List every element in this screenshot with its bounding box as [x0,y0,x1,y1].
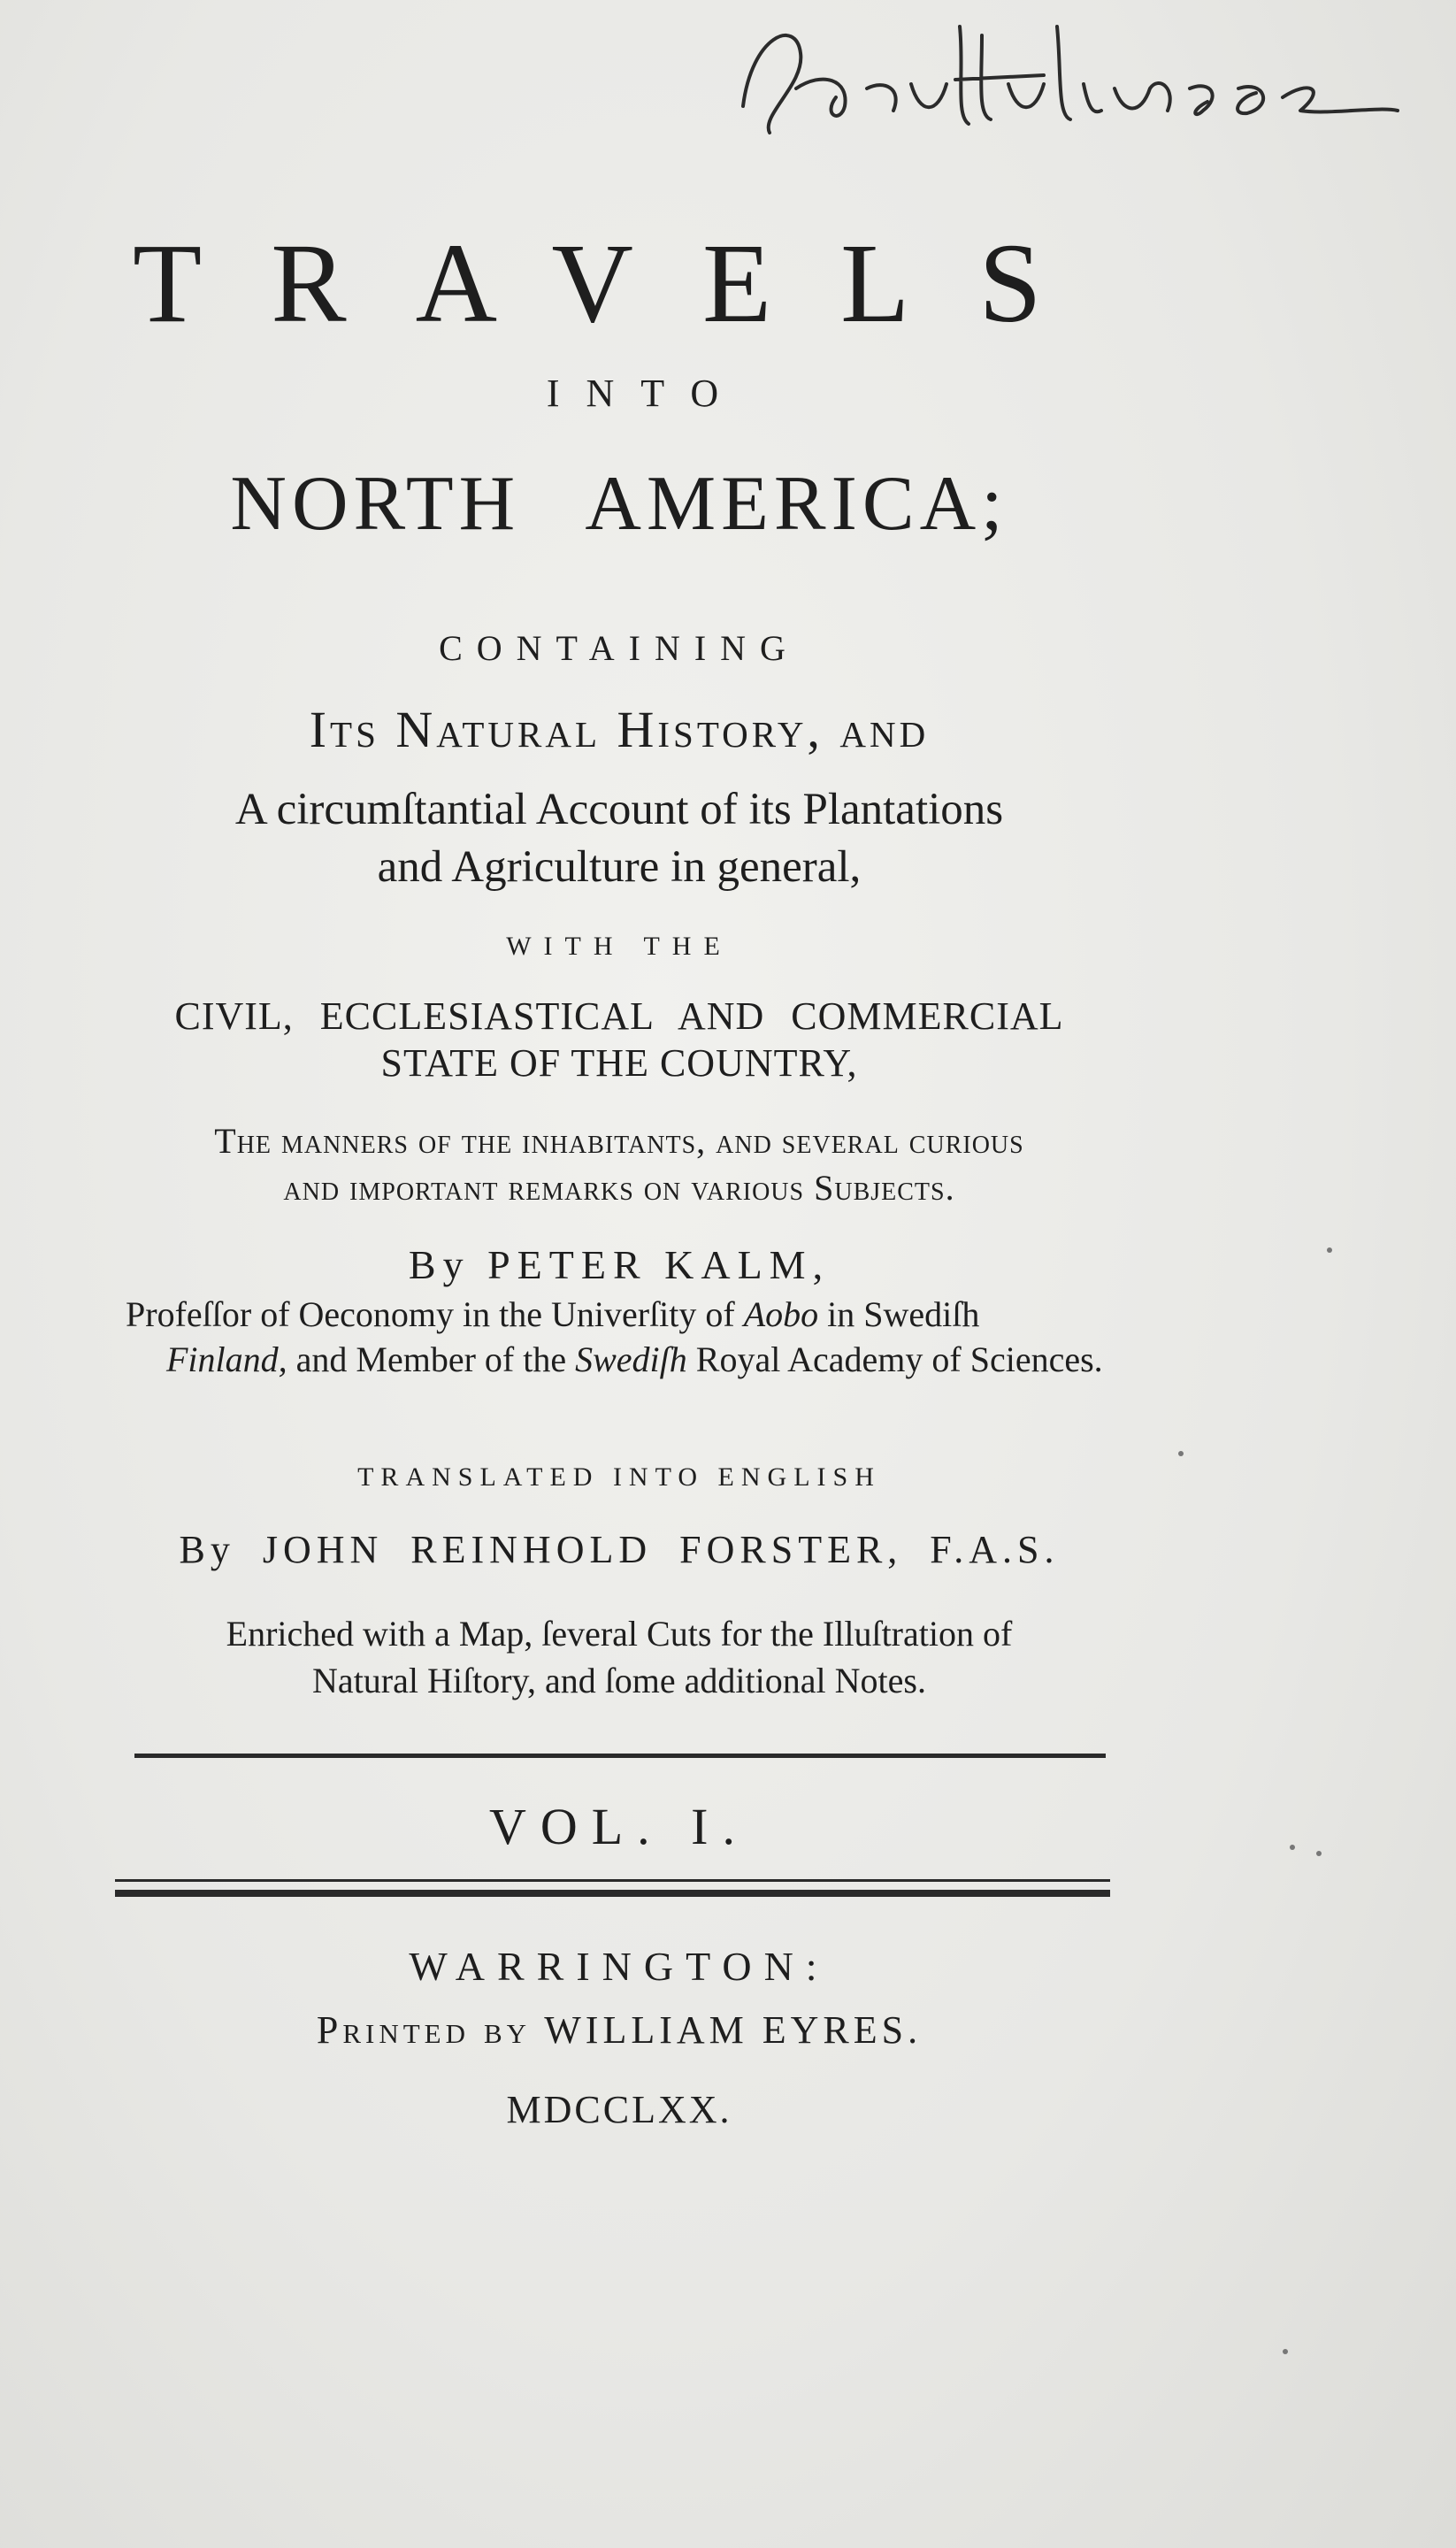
handwritten-signature [0,0,1456,177]
printed-line: Printed by WILLIAM EYRES. [316,2008,923,2052]
civil-line-1: CIVIL, ECCLESIASTICAL AND COMMERCIAL [174,994,1064,1038]
containing-text: CONTAINING [439,628,800,668]
author-desc-swedish: Swediſh [575,1339,687,1379]
by-author-line: By PETER KALM, [408,1242,831,1287]
manners-line-2: and important remarks on various Subjects. [283,1168,955,1208]
year-line: MDCCLXX. [506,2088,732,2131]
manners-line-1: The manners of the inhabitants, and ſeveral curious [214,1121,1024,1161]
top-rule [134,1754,1106,1758]
double-rule-thin [115,1879,1110,1882]
paper-speck [1290,1845,1295,1850]
paper-speck [1327,1247,1332,1253]
paper-speck [1178,1451,1184,1456]
double-rule-thick [115,1890,1110,1897]
author-desc-finland: Finland, [166,1339,287,1379]
paper-speck [1316,1851,1322,1856]
author-description [126,1292,1109,1382]
civil-line-2: STATE OF THE COUNTRY, [380,1041,858,1085]
author-desc-part2: in Swediſh [818,1294,980,1334]
place-heading: NORTH AMERICA; [230,461,1008,547]
translated-text: TRANSLATED INTO ENGLISH [357,1462,881,1492]
with-the-text: WITH THE [506,932,732,961]
account-line-2: and Agriculture in general, [377,842,862,892]
author-desc-part3: and Member of the [287,1339,576,1379]
enriched-line-1: Enriched with a Map, ſeveral Cuts for the Illuſtration of [226,1614,1013,1654]
by-translator-line: By JOHN REINHOLD FORSTER, F.A.S. [179,1528,1060,1571]
into-text: INTO [546,372,746,415]
volume-heading: VOL. I. [488,1798,749,1855]
account-line-1: A circumſtantial Account of its Plantations [234,785,1004,834]
city-line: WARRINGTON: [409,1944,830,1989]
author-desc-aobo: Aobo [743,1294,819,1334]
author-desc-part1: Profeſſor of Oeconomy in the Univerſity of [126,1294,744,1334]
enriched-line-2: Natural Hiſtory, and ſome additional Notes. [312,1661,926,1700]
author-desc-part4: Royal Academy of Sciences. [686,1339,1103,1379]
paper-speck [1283,2349,1288,2354]
title-heading: TRAVELS [133,220,1111,346]
natural-history-line: Its Natural History, and [309,701,930,758]
